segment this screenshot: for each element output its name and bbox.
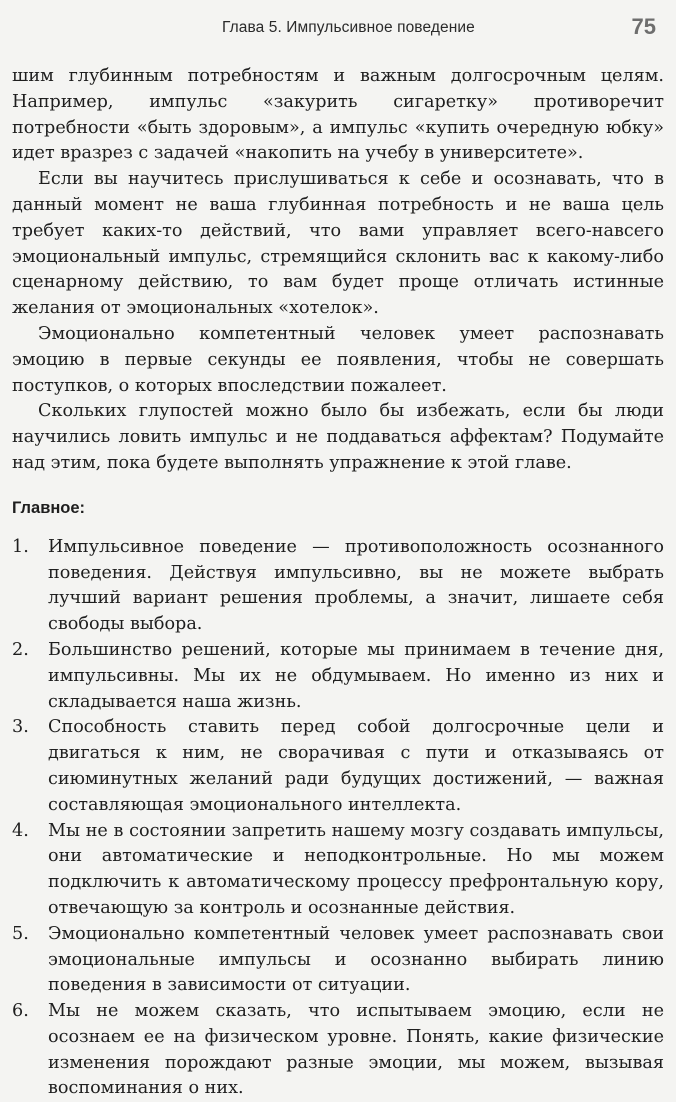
summary-item-number: 4. — [12, 820, 29, 841]
summary-item-text: Эмоционально компетентный человек умеет распознавать свои эмоциональные импульсы и осознанно выбирать линию поведения в зависимости от ситуации. — [48, 923, 664, 996]
summary-item — [12, 535, 664, 638]
summary-item-number: 5. — [12, 923, 29, 944]
summary-list — [12, 535, 664, 1102]
summary-item-text: Мы не можем сказать, что испытываем эмоцию, если не осознаем ее на физическом уровне. Понять, какие физические изменения порождают разные эмоции, мы можем, вызывая воспоминания о них. — [48, 1001, 664, 1099]
summary-item — [12, 819, 664, 922]
summary-item-text: Способность ставить перед собой долгосрочные цели и двигаться к ним, не сворачивая с пути и отказываясь от сиюминутных желаний ради будущих достижений, — важная составляющая эмоционального интеллекта. — [48, 717, 664, 815]
running-header — [0, 14, 676, 48]
summary-item — [12, 922, 664, 999]
summary-item-number: 6. — [12, 1001, 29, 1022]
summary-heading: Главное: — [12, 498, 86, 517]
paragraph: Если вы научитесь прислушиваться к себе и осознавать, что в данный момент не ваша глубинная потребность и не ваша цель требует каких-то действий, что вами управляет всего-навсего эмоциональный импульс, стремящийся склонить вас к какому-либо сценарному действию, то вам будет проще отличать истинные желания от эмоциональных «хотелок». — [12, 169, 664, 319]
chapter-title: Глава 5. Импульсивное поведение — [222, 19, 475, 36]
paragraph: Скольких глупостей можно было бы избежать, если бы люди научились ловить импульс и не поддаваться аффектам? Подумайте над этим, пока будете выполнять упражнение к этой главе. — [12, 401, 664, 473]
summary-item-text: Импульсивное поведение — противоположность осознанного поведения. Действуя импульсивно, вы не можете выбрать лучший вариант решения проблемы, а значит, лишаете себя свободы выбора. — [48, 536, 664, 635]
summary-item — [12, 638, 664, 715]
page-number: 75 — [631, 14, 656, 39]
summary-item-number: 2. — [12, 639, 29, 660]
summary-item — [12, 715, 664, 818]
summary-item-number: 1. — [12, 536, 29, 557]
summary-item-number: 3. — [12, 717, 29, 738]
paragraph-continuation: шим глубинным потребностям и важным долгосрочным целям. Например, импульс «закурить сигаретку» противоречит потребности «быть здоровым», а импульс «купить очередную юбку» идет вразрез с задачей «накопить на учебу в университете». — [12, 66, 664, 164]
page-body — [12, 64, 664, 1102]
summary-item-text: Большинство решений, которые мы принимаем в течение дня, импульсивны. Мы их не обдумываем. Но именно из них и складывается наша жизнь. — [48, 639, 664, 712]
summary-item — [12, 999, 664, 1102]
summary-item-text: Мы не в состоянии запретить нашему мозгу создавать импульсы, они автоматические и неподконтрольные. Но мы можем подключить к автоматическому процессу префронтальную кору, отвечающую за контроль и осознанные действия. — [48, 820, 664, 918]
paragraph: Эмоционально компетентный человек умеет распознавать эмоцию в первые секунды ее появления, чтобы не совершать поступков, о которых впоследствии пожалеет. — [12, 323, 664, 396]
